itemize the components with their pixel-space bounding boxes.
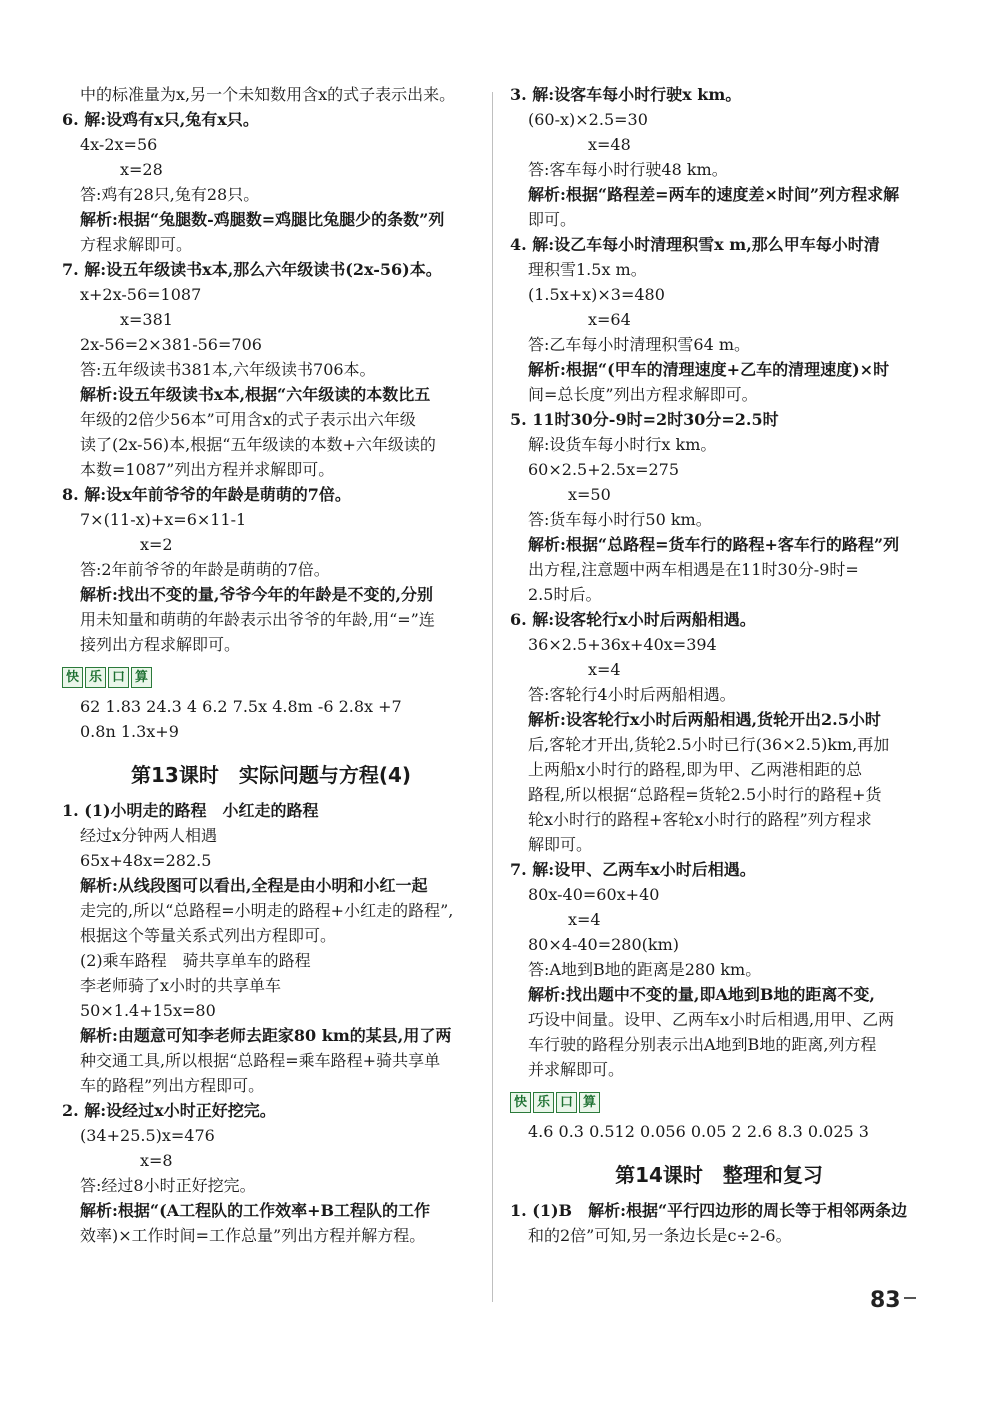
- text-line: 1. (1)小明走的路程 小红走的路程: [62, 801, 319, 820]
- text-line: x=64: [588, 310, 631, 329]
- text-line: 答:五年级读书381本,六年级读书706本。: [80, 360, 376, 379]
- text-line: 80×4-40=280(km): [528, 935, 680, 954]
- text-line: 解即可。: [528, 835, 593, 854]
- text-line: 路程,所以根据“总路程=货轮2.5小时行的路程+货: [528, 785, 882, 804]
- text-line: 巧设中间量。设甲、乙两车x小时后相遇,用甲、乙两: [528, 1010, 895, 1029]
- box-char: 口: [556, 1092, 577, 1113]
- text-line: x=381: [120, 310, 173, 329]
- text-line: 经过x分钟两人相遇: [80, 826, 218, 845]
- text-line: 答:2年前爷爷的年龄是萌萌的7倍。: [80, 560, 330, 579]
- section-heading: 第13课时 实际问题与方程(4): [130, 763, 412, 787]
- text-line: x=4: [568, 910, 601, 929]
- text-line: x=48: [588, 135, 631, 154]
- text-line: (60-x)×2.5=30: [528, 110, 648, 129]
- text-line: 年级的2倍少56本”可用含x的式子表示出六年级: [80, 410, 416, 429]
- page-number-dash: [904, 1297, 916, 1299]
- text-line: 读了(2x-56)本,根据“五年级读的本数+六年级读的: [80, 435, 436, 454]
- box-char: 乐: [533, 1092, 554, 1113]
- text-line: 60×2.5+2.5x=275: [528, 460, 680, 479]
- text-line: 即可。: [528, 210, 577, 229]
- text-line: 50×1.4+15x=80: [80, 1001, 216, 1020]
- text-line: 方程求解即可。: [80, 235, 193, 254]
- text-line: 走完的,所以“总路程=小明走的路程+小红走的路程”,: [80, 901, 454, 920]
- text-line: 4x-2x=56: [80, 135, 158, 154]
- text-line: 80x-40=60x+40: [528, 885, 660, 904]
- text-line: 间=总长度”列出方程求解即可。: [528, 385, 758, 404]
- box-char: 乐: [85, 667, 106, 688]
- text-line: 65x+48x=282.5: [80, 851, 212, 870]
- text-line: x=28: [120, 160, 163, 179]
- text-line: 接列出方程求解即可。: [80, 635, 241, 654]
- text-line: 4.6 0.3 0.512 0.056 0.05 2 2.6 8.3 0.025 3: [528, 1122, 869, 1141]
- text-line: 6. 解:设鸡有x只,兔有x只。: [62, 110, 259, 129]
- box-char: 算: [579, 1092, 600, 1113]
- section-label-box: [510, 1092, 928, 1113]
- text-line: 答:客车每小时行驶48 km。: [528, 160, 728, 179]
- text-line: 解析:设五年级读书x本,根据“六年级读的本数比五: [80, 385, 431, 404]
- text-line: 36×2.5+36x+40x=394: [528, 635, 717, 654]
- text-line: 2x-56=2×381-56=706: [80, 335, 262, 354]
- text-line: 解析:根据“总路程=货车行的路程+客车行的路程”列: [528, 535, 900, 554]
- text-line: 解析:从线段图可以看出,全程是由小明和小红一起: [80, 876, 428, 895]
- text-line: 出方程,注意题中两车相遇是在11时30分-9时=: [528, 560, 859, 579]
- text-line: 2.5时后。: [528, 585, 602, 604]
- text-line: 根据这个等量关系式列出方程即可。: [80, 926, 337, 945]
- text-line: 车的路程”列出方程即可。: [80, 1076, 265, 1095]
- text-line: 并求解即可。: [528, 1060, 625, 1079]
- text-line: (1.5x+x)×3=480: [528, 285, 665, 304]
- text-line: 解析:根据“路程差=两车的速度差×时间”列方程求解: [528, 185, 900, 204]
- right-column: [510, 82, 928, 1248]
- text-line: 解析:设客轮行x小时后两船相遇,货轮开出2.5小时: [528, 710, 881, 729]
- text-line: 答:A地到B地的距离是280 km。: [528, 960, 762, 979]
- text-line: 3. 解:设客车每小时行驶x km。: [510, 85, 742, 104]
- text-line: x=50: [568, 485, 611, 504]
- text-line: 中的标准量为x,另一个未知数用含x的式子表示出来。: [80, 85, 456, 104]
- text-line: 解析:找出题中不变的量,即A地到B地的距离不变,: [528, 985, 875, 1004]
- text-line: 轮x小时行的路程+客轮x小时行的路程”列方程求: [528, 810, 872, 829]
- text-line: 答:客轮行4小时后两船相遇。: [528, 685, 736, 704]
- text-line: 4. 解:设乙车每小时清理积雪x m,那么甲车每小时清: [510, 235, 880, 254]
- text-line: 解析:根据“(甲车的清理速度+乙车的清理速度)×时: [528, 360, 890, 379]
- text-line: 答:经过8小时正好挖完。: [80, 1176, 256, 1195]
- text-line: 后,客轮才开出,货轮2.5小时已行(36×2.5)km,再加: [528, 735, 890, 754]
- text-line: 解析:找出不变的量,爷爷今年的年龄是不变的,分别: [80, 585, 434, 604]
- text-line: 1. (1)B 解析:根据“平行四边形的周长等于相邻两条边: [510, 1201, 908, 1220]
- box-char: 快: [510, 1092, 531, 1113]
- text-line: 0.8n 1.3x+9: [80, 722, 179, 741]
- text-line: 车行驶的路程分别表示出A地到B地的距离,列方程: [528, 1035, 877, 1054]
- text-line: 上两船x小时行的路程,即为甲、乙两港相距的总: [528, 760, 863, 779]
- column-divider: [492, 92, 493, 1302]
- text-line: 答:乙车每小时清理积雪64 m。: [528, 335, 751, 354]
- text-line: x=4: [588, 660, 621, 679]
- text-line: 和的2倍”可知,另一条边长是c÷2-6。: [528, 1226, 792, 1245]
- text-line: x+2x-56=1087: [80, 285, 202, 304]
- text-line: 答:货车每小时行50 km。: [528, 510, 712, 529]
- text-line: 7. 解:设五年级读书x本,那么六年级读书(2x-56)本。: [62, 260, 442, 279]
- text-line: 效率)×工作时间=工作总量”列出方程并解方程。: [80, 1226, 426, 1245]
- text-line: 答:鸡有28只,兔有28只。: [80, 185, 260, 204]
- text-line: x=8: [140, 1151, 173, 1170]
- box-char: 算: [131, 667, 152, 688]
- text-line: 用未知量和萌萌的年龄表示出爷爷的年龄,用“=”连: [80, 610, 435, 629]
- text-line: 5. 11时30分-9时=2时30分=2.5时: [510, 410, 779, 429]
- left-column: [62, 82, 480, 1248]
- section-heading: 第14课时 整理和复习: [615, 1163, 823, 1187]
- section-label-box: [62, 667, 480, 688]
- text-line: 种交通工具,所以根据“总路程=乘车路程+骑共享单: [80, 1051, 441, 1070]
- box-char: 快: [62, 667, 83, 688]
- text-line: (2)乘车路程 骑共享单车的路程: [80, 951, 311, 970]
- text-line: (34+25.5)x=476: [80, 1126, 215, 1145]
- text-line: 本数=1087”列出方程并求解即可。: [80, 460, 335, 479]
- text-line: 解:设货车每小时行x km。: [528, 435, 717, 454]
- text-line: 李老师骑了x小时的共享单车: [80, 976, 282, 995]
- text-line: 7. 解:设甲、乙两车x小时后相遇。: [510, 860, 756, 879]
- text-line: 6. 解:设客轮行x小时后两船相遇。: [510, 610, 756, 629]
- text-line: 2. 解:设经过x小时正好挖完。: [62, 1101, 276, 1120]
- text-line: 解析:由题意可知李老师去距家80 km的某县,用了两: [80, 1026, 452, 1045]
- text-line: 8. 解:设x年前爷爷的年龄是萌萌的7倍。: [62, 485, 351, 504]
- text-line: 解析:根据“(A工程队的工作效率+B工程队的工作: [80, 1201, 431, 1220]
- text-line: 理积雪1.5x m。: [528, 260, 647, 279]
- page-number: 83: [870, 1288, 901, 1313]
- text-line: 7×(11-x)+x=6×11-1: [80, 510, 247, 529]
- text-line: x=2: [140, 535, 173, 554]
- text-line: 解析:根据“兔腿数-鸡腿数=鸡腿比兔腿少的条数”列: [80, 210, 445, 229]
- box-char: 口: [108, 667, 129, 688]
- text-line: 62 1.83 24.3 4 6.2 7.5x 4.8m -6 2.8x +7: [80, 697, 402, 716]
